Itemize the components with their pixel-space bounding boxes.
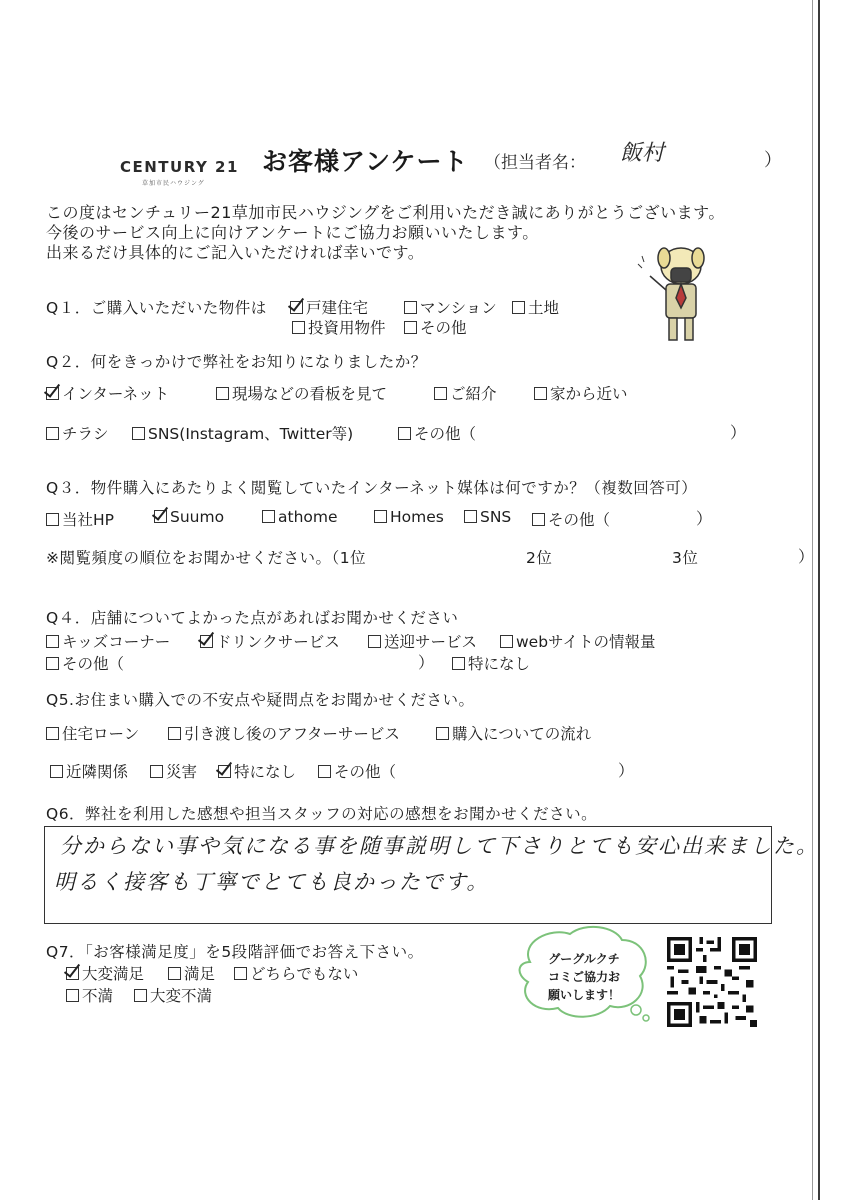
checkbox-icon <box>168 967 181 980</box>
q1-option-investment[interactable]: 投資用物件 <box>292 316 386 338</box>
q1-question: Q１．ご購入いただいた物件は <box>46 299 267 317</box>
q3-rank-close-paren: ） <box>798 547 815 566</box>
checkbox-icon <box>134 989 147 1002</box>
q2-question: Q２．何をきっかけで弊社をお知りになりましたか？ <box>46 353 427 371</box>
q2-option-flyer[interactable]: チラシ <box>46 422 109 444</box>
intro-line-2: 今後のサービス向上に向けアンケートにご協力お願いいたします。 <box>46 223 539 242</box>
q3-option-sns[interactable]: SNS <box>464 508 511 526</box>
q2-close-paren: ） <box>730 423 747 442</box>
q3-rank-2: 2位 <box>526 549 553 567</box>
checkbox-icon <box>46 657 59 670</box>
q4-option-other[interactable]: その他（ <box>46 652 124 674</box>
checkbox-icon <box>66 989 79 1002</box>
q5-question: Q5.お住まい購入での不安点や疑問点をお聞かせください。 <box>46 691 475 709</box>
checkbox-icon <box>404 301 417 314</box>
q3-rank-label: ※閲覧頻度の順位をお聞かせください。（1位 <box>46 549 367 567</box>
checkbox-icon <box>532 513 545 526</box>
checkbox-icon <box>46 513 59 526</box>
checkbox-icon <box>452 657 465 670</box>
checkbox-icon <box>534 387 547 400</box>
checkbox-icon <box>318 765 331 778</box>
checkbox-checked-icon <box>154 510 167 523</box>
q7-option-very-satisfied[interactable]: 大変満足 <box>66 962 144 984</box>
survey-title: お客様アンケート <box>262 147 469 176</box>
bubble-line-3: 願いします！ <box>547 988 620 1002</box>
q3-option-other[interactable]: その他（ <box>532 508 610 530</box>
q4-option-web-info[interactable]: webサイトの情報量 <box>500 630 655 652</box>
checkbox-icon <box>46 635 59 648</box>
q2-option-near-home[interactable]: 家から近い <box>534 382 628 404</box>
checkbox-icon <box>512 301 525 314</box>
intro-line-1: この度はセンチュリー21草加市民ハウジングをご利用いただき誠にありがとうございます。 <box>46 203 725 222</box>
q3-option-homes[interactable]: Homes <box>374 508 444 526</box>
q7-question: Q7．「お客様満足度」を5段階評価でお答え下さい。 <box>46 943 424 961</box>
checkbox-icon <box>398 427 411 440</box>
q6-question: Q6．弊社を利用した感想や担当スタッフの対応の感想をお聞かせください。 <box>46 805 598 823</box>
century21-logo: CENTURY 21 <box>120 158 239 176</box>
q2-option-referral[interactable]: ご紹介 <box>434 382 497 404</box>
q4-option-kids-corner[interactable]: キッズコーナー <box>46 630 170 652</box>
q5-option-nothing[interactable]: 特になし <box>218 760 296 782</box>
q3-question: Q３．物件購入にあたりよく閲覧していたインターネット媒体は何ですか？（複数回答可） <box>46 479 698 497</box>
checkbox-checked-icon <box>46 387 59 400</box>
checkbox-icon <box>500 635 513 648</box>
scan-edge <box>818 0 820 1200</box>
q5-option-disaster[interactable]: 災害 <box>150 760 197 782</box>
checkbox-icon <box>368 635 381 648</box>
checkbox-checked-icon <box>218 765 231 778</box>
checkbox-icon <box>374 510 387 523</box>
q3-option-suumo[interactable]: Suumo <box>154 508 224 526</box>
checkbox-icon <box>46 427 59 440</box>
q2-option-internet[interactable]: インターネット <box>46 382 169 404</box>
q5-option-other[interactable]: その他（ <box>318 760 396 782</box>
q3-close-paren: ） <box>696 509 713 528</box>
mascot-dog-icon <box>636 238 726 348</box>
q4-option-drink-service[interactable]: ドリンクサービス <box>200 630 340 652</box>
checkbox-icon <box>216 387 229 400</box>
checkbox-icon <box>262 510 275 523</box>
checkbox-icon <box>464 510 477 523</box>
q3-option-athome[interactable]: athome <box>262 508 338 526</box>
q3-option-company-hp[interactable]: 当社HP <box>46 508 114 530</box>
q7-option-satisfied[interactable]: 満足 <box>168 962 215 984</box>
checkbox-checked-icon <box>290 301 303 314</box>
google-review-bubble <box>510 922 658 1022</box>
q7-option-very-dissatisfied[interactable]: 大変不満 <box>134 984 212 1006</box>
q2-option-sns[interactable]: SNS(Instagram、Twitter等) <box>132 422 353 444</box>
qr-code-icon[interactable] <box>667 937 757 1027</box>
checkbox-icon <box>132 427 145 440</box>
checkbox-icon <box>50 765 63 778</box>
checkbox-icon <box>404 321 417 334</box>
checkbox-icon <box>434 387 447 400</box>
q2-option-signboard[interactable]: 現場などの看板を見て <box>216 382 387 404</box>
q5-option-after-service[interactable]: 引き渡し後のアフターサービス <box>168 722 400 744</box>
checkbox-checked-icon <box>200 635 213 648</box>
checkbox-icon <box>292 321 305 334</box>
checkbox-icon <box>168 727 181 740</box>
q5-option-neighbors[interactable]: 近隣関係 <box>50 760 128 782</box>
q1-option-detached-house[interactable]: 戸建住宅 <box>290 296 368 318</box>
q4-question: Q４．店舗についてよかった点があればお聞かせください <box>46 609 459 627</box>
q3-rank-3: 3位 <box>672 549 699 567</box>
checkbox-checked-icon <box>66 967 79 980</box>
logo-subtitle: 草加市民ハウジング <box>142 180 205 187</box>
checkbox-icon <box>436 727 449 740</box>
q7-option-neutral[interactable]: どちらでもない <box>234 962 358 984</box>
q5-option-loan[interactable]: 住宅ローン <box>46 722 139 744</box>
q2-option-other[interactable]: その他（ <box>398 422 476 444</box>
q4-close-paren: ） <box>418 653 435 672</box>
bubble-line-2: コミご協力お <box>547 970 620 984</box>
checkbox-icon <box>234 967 247 980</box>
q1-option-other[interactable]: その他 <box>404 316 467 338</box>
q5-close-paren: ） <box>618 761 635 780</box>
bubble-line-1: グーグルクチ <box>548 952 620 966</box>
checkbox-icon <box>150 765 163 778</box>
q6-answer-line-2: 明るく接客も丁寧でとても良かったです。 <box>54 870 490 894</box>
q1-option-condo[interactable]: マンション <box>404 296 497 318</box>
staff-name-handwritten: 飯村 <box>620 141 665 166</box>
q1-option-land[interactable]: 土地 <box>512 296 559 318</box>
q4-option-shuttle[interactable]: 送迎サービス <box>368 630 477 652</box>
checkbox-icon <box>46 727 59 740</box>
staff-close-paren: ） <box>764 150 782 171</box>
intro-line-3: 出来るだけ具体的にご記入いただければ幸いです。 <box>46 243 425 262</box>
q5-option-purchase-flow[interactable]: 購入についての流れ <box>436 722 591 744</box>
staff-label: （担当者名： <box>484 153 586 173</box>
q7-option-dissatisfied[interactable]: 不満 <box>66 984 113 1006</box>
q6-answer-line-1: 分からない事や気になる事を随事説明して下さりとても安心出来ました。 <box>60 834 819 858</box>
scan-edge-shadow <box>812 0 813 1200</box>
q4-option-nothing[interactable]: 特になし <box>452 652 530 674</box>
